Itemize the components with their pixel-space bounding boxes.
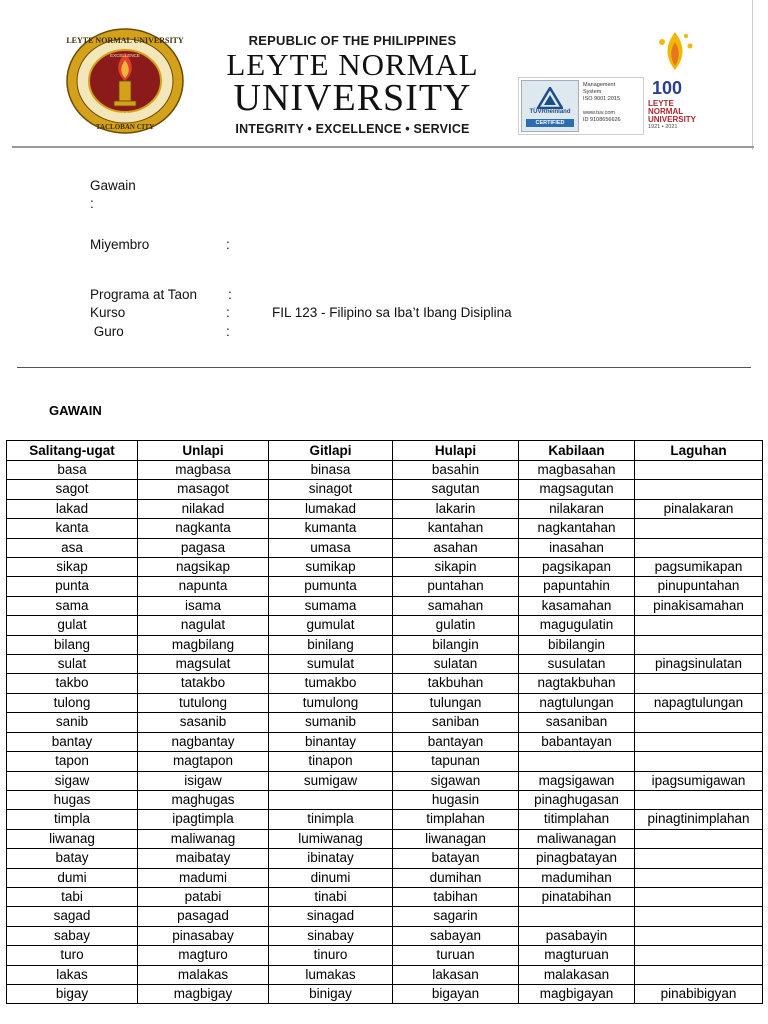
cell-gitlapi: binilang (269, 635, 393, 654)
table-row (7, 577, 763, 596)
cell-kabilaan: pinaghugasan (519, 790, 635, 809)
cell-hulapi: turuan (393, 946, 519, 965)
cell-laguhan (635, 965, 763, 984)
cell-salitang-ugat: turo (7, 946, 138, 965)
cell-salitang-ugat: tapon (7, 752, 138, 771)
cell-unlapi: napunta (138, 577, 269, 596)
cell-kabilaan: pinatabihan (519, 887, 635, 906)
cell-kabilaan: magsagutan (519, 480, 635, 499)
tuv-line: ISO 9001:2015 (583, 96, 621, 102)
cell-kabilaan (519, 752, 635, 771)
table-row (7, 868, 763, 887)
cell-unlapi: tutulong (138, 693, 269, 712)
cell-salitang-ugat: sikap (7, 558, 138, 577)
cell-hulapi: sigawan (393, 771, 519, 790)
university-name-block (200, 33, 505, 136)
cell-unlapi: pagasa (138, 538, 269, 557)
cell-salitang-ugat: bantay (7, 732, 138, 751)
cell-hulapi: hugasin (393, 790, 519, 809)
cell-unlapi: masagot (138, 480, 269, 499)
cell-laguhan: pinupuntahan (635, 577, 763, 596)
cell-unlapi: nagulat (138, 616, 269, 635)
cell-unlapi: maliwanag (138, 829, 269, 848)
cell-kabilaan: kasamahan (519, 596, 635, 615)
tuv-logo (521, 80, 579, 132)
cell-kabilaan: maliwanagan (519, 829, 635, 848)
cell-salitang-ugat: lakas (7, 965, 138, 984)
table-row (7, 616, 763, 635)
table-row (7, 887, 763, 906)
cell-laguhan (635, 480, 763, 499)
cell-kabilaan: magbasahan (519, 461, 635, 480)
centennial-name: LEYTE NORMAL UNIVERSITY (648, 99, 697, 124)
cell-unlapi: pasagad (138, 907, 269, 926)
cell-unlapi: malakas (138, 965, 269, 984)
programa-label: Programa at Taon (90, 287, 198, 302)
table-row (7, 790, 763, 809)
cell-laguhan (635, 752, 763, 771)
table-row (7, 461, 763, 480)
cell-salitang-ugat: bilang (7, 635, 138, 654)
cell-laguhan (635, 538, 763, 557)
cell-laguhan (635, 732, 763, 751)
university-motto: INTEGRITY • EXCELLENCE • SERVICE (235, 122, 470, 136)
table-header-row (7, 441, 763, 461)
header-hulapi: Hulapi (393, 441, 519, 461)
centennial-logo (646, 30, 704, 136)
table-body (7, 461, 763, 1004)
cell-salitang-ugat: kanta (7, 519, 138, 538)
cell-gitlapi: sinagad (269, 907, 393, 926)
cell-unlapi: madumi (138, 868, 269, 887)
cell-gitlapi: umasa (269, 538, 393, 557)
cell-salitang-ugat: punta (7, 577, 138, 596)
university-name-line2: UNIVERSITY (233, 77, 472, 119)
centennial-number: 100 (652, 78, 683, 98)
cell-kabilaan: susulatan (519, 655, 635, 674)
cell-hulapi: lakarin (393, 499, 519, 518)
section-divider (17, 367, 751, 368)
tuv-brand: TÜVRheinland (529, 109, 571, 115)
cell-gitlapi: sumikap (269, 558, 393, 577)
cell-unlapi: maibatay (138, 849, 269, 868)
header-unlapi: Unlapi (138, 441, 269, 461)
cell-salitang-ugat: liwanag (7, 829, 138, 848)
kurso-value: FIL 123 - Filipino sa Iba’t Ibang Disiplina (272, 305, 512, 320)
header-gitlapi: Gitlapi (269, 441, 393, 461)
tuv-line: www.tuv.com (583, 110, 615, 116)
cell-unlapi: nagkanta (138, 519, 269, 538)
table-row (7, 849, 763, 868)
cell-salitang-ugat: sama (7, 596, 138, 615)
cell-laguhan: pinakisamahan (635, 596, 763, 615)
cell-gitlapi: tinimpla (269, 810, 393, 829)
cell-salitang-ugat: sigaw (7, 771, 138, 790)
programa-colon: : (228, 287, 232, 302)
cell-gitlapi: ibinatay (269, 849, 393, 868)
cell-gitlapi (269, 790, 393, 809)
cell-gitlapi: kumanta (269, 519, 393, 538)
table-row (7, 635, 763, 654)
table-row (7, 655, 763, 674)
cell-hulapi: gulatin (393, 616, 519, 635)
cell-salitang-ugat: basa (7, 461, 138, 480)
table-row (7, 538, 763, 557)
cell-gitlapi: binasa (269, 461, 393, 480)
centennial-years: 1921 • 2021 (648, 124, 678, 130)
cell-hulapi: sagutan (393, 480, 519, 499)
tuv-line: System (583, 89, 602, 95)
cell-gitlapi: binantay (269, 732, 393, 751)
centennial-flame-icon (646, 30, 704, 80)
tuv-details (583, 82, 641, 124)
cell-laguhan (635, 849, 763, 868)
cell-salitang-ugat: sanib (7, 713, 138, 732)
cell-kabilaan: nilakaran (519, 499, 635, 518)
cell-salitang-ugat: asa (7, 538, 138, 557)
cell-hulapi: tulungan (393, 693, 519, 712)
cell-hulapi: sabayan (393, 926, 519, 945)
table-row (7, 984, 763, 1003)
tuv-line (583, 103, 641, 110)
cell-hulapi: tapunan (393, 752, 519, 771)
cell-unlapi: magtapon (138, 752, 269, 771)
header-divider (12, 146, 754, 148)
cell-gitlapi: binigay (269, 984, 393, 1003)
cell-unlapi: maghugas (138, 790, 269, 809)
cell-salitang-ugat: batay (7, 849, 138, 868)
cell-laguhan: pagsumikapan (635, 558, 763, 577)
cell-gitlapi: tinapon (269, 752, 393, 771)
cell-kabilaan: pagsikapan (519, 558, 635, 577)
header-laguhan: Laguhan (635, 441, 763, 461)
cell-kabilaan: nagkantahan (519, 519, 635, 538)
iso-certification-badge (518, 77, 644, 135)
cell-unlapi: sasanib (138, 713, 269, 732)
cell-gitlapi: dinumi (269, 868, 393, 887)
cell-unlapi: magbasa (138, 461, 269, 480)
cell-hulapi: kantahan (393, 519, 519, 538)
cell-hulapi: asahan (393, 538, 519, 557)
cell-gitlapi: tumulong (269, 693, 393, 712)
cell-kabilaan: magsigawan (519, 771, 635, 790)
cell-salitang-ugat: bigay (7, 984, 138, 1003)
cell-hulapi: takbuhan (393, 674, 519, 693)
guro-label: Guro (90, 324, 124, 339)
cell-laguhan (635, 926, 763, 945)
cell-kabilaan: nagtakbuhan (519, 674, 635, 693)
table-row (7, 674, 763, 693)
cell-salitang-ugat: hugas (7, 790, 138, 809)
letterhead (0, 0, 768, 150)
cell-salitang-ugat: sulat (7, 655, 138, 674)
cell-salitang-ugat: sabay (7, 926, 138, 945)
cell-kabilaan: babantayan (519, 732, 635, 751)
cell-kabilaan: magturuan (519, 946, 635, 965)
table-row (7, 752, 763, 771)
cell-unlapi: isigaw (138, 771, 269, 790)
cell-hulapi: lakasan (393, 965, 519, 984)
cell-hulapi: saniban (393, 713, 519, 732)
cell-hulapi: sikapin (393, 558, 519, 577)
cell-gitlapi: tumakbo (269, 674, 393, 693)
cell-hulapi: samahan (393, 596, 519, 615)
kurso-label: Kurso (90, 305, 126, 320)
cell-kabilaan: sasaniban (519, 713, 635, 732)
cell-laguhan (635, 461, 763, 480)
section-title: GAWAIN (49, 403, 102, 418)
cell-hulapi: dumihan (393, 868, 519, 887)
cell-laguhan: pinagtinimplahan (635, 810, 763, 829)
table-row (7, 810, 763, 829)
table-row (7, 519, 763, 538)
cell-laguhan (635, 616, 763, 635)
seal-year: 1921 (117, 111, 133, 120)
cell-salitang-ugat: takbo (7, 674, 138, 693)
cell-hulapi: tabihan (393, 887, 519, 906)
cell-laguhan: pinabibigyan (635, 984, 763, 1003)
seal-ring-text: LEYTE NORMAL UNIVERSITY (66, 36, 184, 45)
cell-laguhan (635, 519, 763, 538)
cell-kabilaan: pinagbatayan (519, 849, 635, 868)
cell-gitlapi: lumakas (269, 965, 393, 984)
cell-gitlapi: sumigaw (269, 771, 393, 790)
tuv-certified-label: CERTIFIED (526, 119, 574, 127)
guro-colon: : (226, 324, 230, 339)
cell-gitlapi: sumama (269, 596, 393, 615)
cell-gitlapi: sumanib (269, 713, 393, 732)
table-row (7, 693, 763, 712)
cell-laguhan (635, 790, 763, 809)
cell-kabilaan: magbigayan (519, 984, 635, 1003)
table-row (7, 829, 763, 848)
cell-salitang-ugat: tulong (7, 693, 138, 712)
cell-kabilaan: madumihan (519, 868, 635, 887)
cell-gitlapi: pumunta (269, 577, 393, 596)
cell-gitlapi: lumiwanag (269, 829, 393, 848)
cell-salitang-ugat: timpla (7, 810, 138, 829)
cell-kabilaan: magugulatin (519, 616, 635, 635)
table-row (7, 926, 763, 945)
cell-kabilaan: nagtulungan (519, 693, 635, 712)
cell-laguhan: ipagsumigawan (635, 771, 763, 790)
tuv-line: Management (583, 82, 616, 88)
cell-gitlapi: tinabi (269, 887, 393, 906)
cell-gitlapi: gumulat (269, 616, 393, 635)
cell-unlapi: patabi (138, 887, 269, 906)
cell-hulapi: bigayan (393, 984, 519, 1003)
cell-gitlapi: sinabay (269, 926, 393, 945)
university-seal-logo (64, 27, 186, 135)
cell-salitang-ugat: lakad (7, 499, 138, 518)
university-name-line1: LEYTE NORMAL (226, 47, 479, 82)
cell-gitlapi: lumakad (269, 499, 393, 518)
cell-kabilaan: titimplahan (519, 810, 635, 829)
cell-salitang-ugat: dumi (7, 868, 138, 887)
cell-kabilaan: malakasan (519, 965, 635, 984)
cell-laguhan (635, 868, 763, 887)
cell-unlapi: magbilang (138, 635, 269, 654)
cell-laguhan (635, 674, 763, 693)
header-kabilaan: Kabilaan (519, 441, 635, 461)
cell-kabilaan: pasabayin (519, 926, 635, 945)
kurso-colon: : (226, 305, 230, 320)
cell-laguhan (635, 713, 763, 732)
table-row (7, 732, 763, 751)
cell-laguhan: pinalakaran (635, 499, 763, 518)
table-row (7, 771, 763, 790)
miyembro-colon: : (226, 237, 230, 252)
cell-laguhan (635, 946, 763, 965)
cell-kabilaan (519, 907, 635, 926)
table-row (7, 558, 763, 577)
seal-bottom-text: TACLOBAN CITY (95, 123, 155, 131)
cell-unlapi: magturo (138, 946, 269, 965)
cell-unlapi: nagbantay (138, 732, 269, 751)
republic-heading: REPUBLIC OF THE PHILIPPINES (248, 33, 457, 48)
cell-unlapi: nagsikap (138, 558, 269, 577)
table-row (7, 907, 763, 926)
cell-hulapi: bantayan (393, 732, 519, 751)
cell-hulapi: sulatan (393, 655, 519, 674)
cell-salitang-ugat: gulat (7, 616, 138, 635)
cell-hulapi: basahin (393, 461, 519, 480)
cell-hulapi: timplahan (393, 810, 519, 829)
cell-unlapi: magsulat (138, 655, 269, 674)
gawain-colon: : (90, 196, 94, 211)
cell-unlapi: ipagtimpla (138, 810, 269, 829)
table-row (7, 596, 763, 615)
cell-gitlapi: tinuro (269, 946, 393, 965)
cell-hulapi: puntahan (393, 577, 519, 596)
cell-salitang-ugat: sagad (7, 907, 138, 926)
cell-unlapi: isama (138, 596, 269, 615)
cell-salitang-ugat: tabi (7, 887, 138, 906)
cell-hulapi: liwanagan (393, 829, 519, 848)
cell-laguhan: napagtulungan (635, 693, 763, 712)
tuv-line: ID 9108656626 (583, 117, 621, 123)
cell-salitang-ugat: sagot (7, 480, 138, 499)
tuv-triangle-icon (537, 87, 563, 109)
cell-kabilaan: papuntahin (519, 577, 635, 596)
seal-inner-text: EXCELLENCE (110, 53, 140, 58)
table-row (7, 965, 763, 984)
cell-laguhan (635, 907, 763, 926)
header-salitang-ugat: Salitang-ugat (7, 441, 138, 461)
gawain-label: Gawain (90, 178, 136, 193)
cell-laguhan (635, 887, 763, 906)
cell-unlapi: nilakad (138, 499, 269, 518)
cell-hulapi: batayan (393, 849, 519, 868)
table-row (7, 499, 763, 518)
cell-unlapi: magbigay (138, 984, 269, 1003)
cell-kabilaan: bibilangin (519, 635, 635, 654)
cell-kabilaan: inasahan (519, 538, 635, 557)
cell-laguhan (635, 829, 763, 848)
cell-hulapi: sagarin (393, 907, 519, 926)
cell-unlapi: pinasabay (138, 926, 269, 945)
cell-laguhan: pinagsinulatan (635, 655, 763, 674)
table-row (7, 713, 763, 732)
miyembro-label: Miyembro (90, 237, 150, 252)
cell-gitlapi: sinagot (269, 480, 393, 499)
cell-unlapi: tatakbo (138, 674, 269, 693)
table-row (7, 480, 763, 499)
cell-gitlapi: sumulat (269, 655, 393, 674)
cell-hulapi: bilangin (393, 635, 519, 654)
header-edge-line (752, 0, 753, 150)
affix-table (6, 440, 763, 1004)
table-row (7, 946, 763, 965)
cell-laguhan (635, 635, 763, 654)
